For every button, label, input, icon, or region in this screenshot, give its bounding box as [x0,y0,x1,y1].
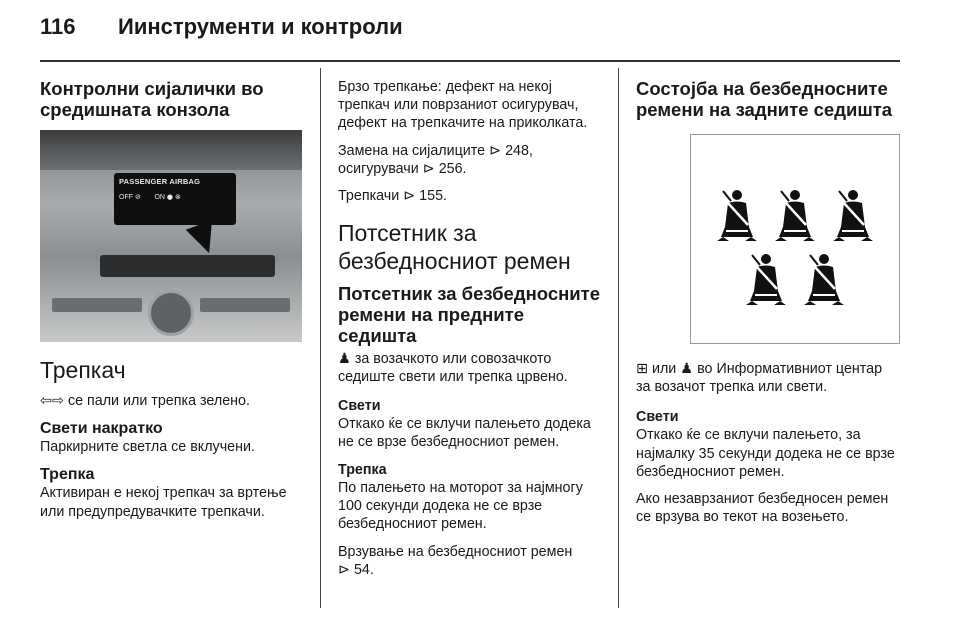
paragraph: Активиран е некој трепкач за вртење или предупредувачките трепкачи. [40,485,287,520]
column-divider [618,68,619,608]
display-icon: ⊞ [636,361,648,377]
subheading: Трепка [338,462,387,479]
header-rule [40,60,900,62]
console-photo [40,130,302,342]
subheading: Свети накратко [40,420,163,438]
column-divider [320,68,321,608]
turn-signal-icon: ⇦⇨ [40,393,64,409]
rear-seatbelt-image [690,134,900,344]
seatbelt-icon [746,254,786,305]
page-ref-link[interactable]: 155. [419,188,447,205]
arrow-ref-icon: ⊳ [403,188,416,205]
paragraph: Откако ќе се вклучи палењето, за најмалку 35 секунди додека не се врзе безбедносниот ремен. [636,427,895,480]
seatbelt-icon [775,190,815,241]
page-ref-link[interactable]: 256. [438,160,467,177]
airbag-panel: PASSENGER AIRBAG OFF ⊘ ON ● ⊗ [114,173,236,225]
control-knob [148,290,194,336]
subheading: Потсетник за безбедносните ремени на предните седишта [338,283,600,347]
section-title: Контролни сијалички во средишната конзола [40,78,264,120]
arrow-ref-icon: ⊳ [489,142,502,159]
page-ref-link[interactable]: 54. [353,561,374,578]
page-title: Иинструменти и контроли [118,14,403,39]
section-title: Состојба на безбедносните ремени на задните седишта [636,78,893,120]
turn-signal-intro: ⇦⇨ се пали или трепка зелено. [40,393,250,409]
seatbelt-icon [804,254,844,305]
column-3 [636,78,900,535]
seatbelt-icon [717,190,757,241]
switch-bar [100,255,275,277]
paragraph: ♟ за возачкото или совозачкото седиште свети или трепка црвено. [338,351,568,386]
seatbelt-icon: ♟ [680,361,694,377]
heading-seatbelt: Потсетник за безбедносниот ремен [338,220,571,275]
paragraph: Ако незаврзаниот безбедносен ремен се врзува во текот на возењето. [636,491,889,526]
paragraph: Паркирните светла се вклучени. [40,439,255,456]
airbag-off-icon: ⊘ [134,193,141,201]
paragraph: По палењето на моторот за најмногу 100 секунди додека не се врзе безбедносниот ремен. [338,480,583,533]
paragraph: Врзување на безбедносниот ремен ⊳ 54. [338,543,573,578]
subheading: Свети [636,409,679,426]
page-ref-link[interactable]: 248, [505,142,533,159]
page-number: 116 [40,14,76,39]
seatbelt-icon-group [691,135,899,343]
airbag-disabled-icon: ⊗ [174,193,181,201]
seatbelt-icon: ♟ [338,351,351,368]
subheading: Свети [338,397,381,414]
column-1 [40,78,302,530]
arrow-ref-icon: ⊳ [338,561,350,578]
column-2 [338,78,604,588]
paragraph: Трепкачи ⊳ 155. [338,188,447,205]
paragraph: Откако ќе се вклучи палењето додека не се врзе безбедносниот ремен. [338,415,591,450]
seatbelt-icon [833,190,873,241]
paragraph: Замена на сијалиците ⊳ 248, осигурувачи ⊳ 256. [338,142,533,177]
subheading: Трепка [40,466,95,484]
paragraph: Брзо трепкање: дефект на некој трепкач или поврзаниот осигурувач, дефект на трепкачите на приколката. [338,79,588,132]
page-header [40,14,403,40]
airbag-on-icon: ● [166,193,174,201]
paragraph: ⊞ или ♟ во Информативниот центар за возачот трепка или свети. [636,361,883,396]
arrow-ref-icon: ⊳ [422,160,435,177]
heading-turn-signal: Трепкач [40,357,126,383]
